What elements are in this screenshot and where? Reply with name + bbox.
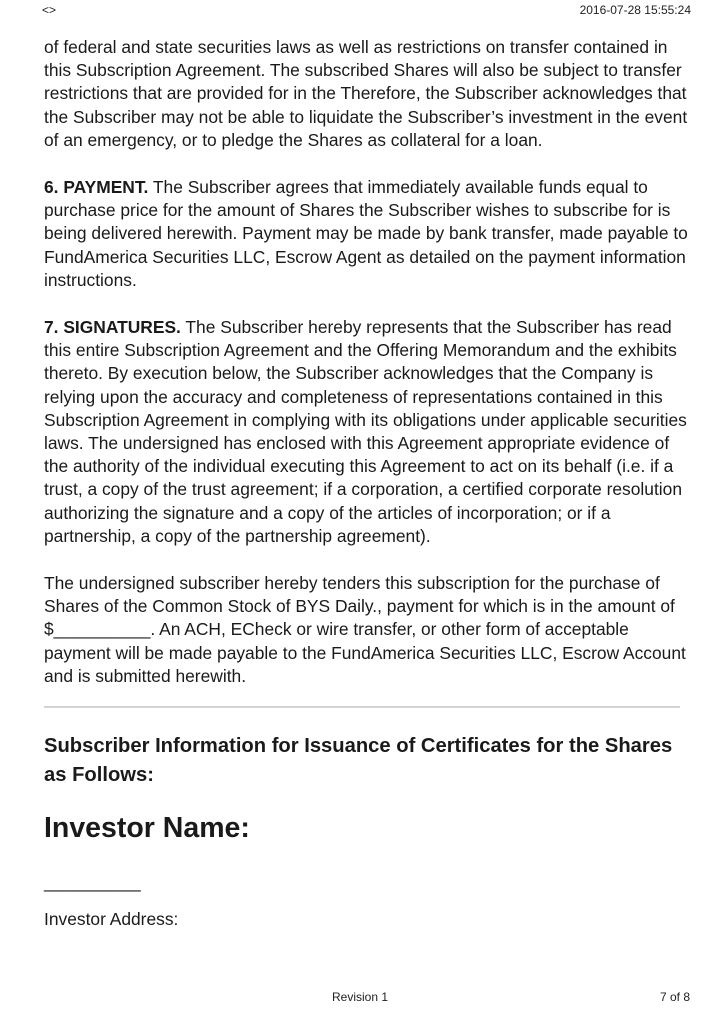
payment-heading: 6. PAYMENT. [44, 177, 149, 198]
paragraph-signatures [44, 316, 688, 548]
header-left-marker: <> [42, 3, 57, 17]
paragraph-payment [44, 176, 688, 292]
footer-page-number: 7 of 8 [659, 990, 690, 1004]
subscriber-info-heading: Subscriber Information for Issuance of Certificates for the Shares as Follows: [44, 735, 673, 786]
investor-name-blank: __________ [44, 872, 141, 893]
investor-address-label: Investor Address: [44, 909, 179, 930]
footer-revision: Revision 1 [332, 990, 389, 1004]
payment-text: The Subscriber agrees that immediately available funds equal to purchase price for the amount of Shares the Subscriber wishes to subscribe for is being delivered herewith. Payment may be made by bank transfer, made payable to FundAmerica Securities LLC, Escrow Agent as detailed on the payment information instructions. [44, 177, 688, 290]
paragraph-tender: The undersigned subscriber hereby tenders this subscription for the purchase of Shares of the Common Stock of BYS Daily., payment for which is in the amount of $__________. An ACH, ECheck or wire transfer, or other form of acceptable payment will be made payable to the FundAmerica Securities LLC, Escrow Account and is submitted herewith. [44, 573, 686, 686]
header-timestamp: 2016-07-28 15:55:24 [579, 3, 691, 17]
signatures-heading: 7. SIGNATURES. [44, 317, 181, 338]
horizontal-divider [44, 706, 680, 708]
signatures-text: The Subscriber hereby represents that the Subscriber has read this entire Subscription Agreement and the Offering Memorandum and the exhibits thereto. By execution below, the Subscriber acknowledges that the Company is relying upon the accuracy and completeness of representations contained in this Subscription Agreement in complying with its obligations under applicable securities laws. The undersigned has enclosed with this Agreement appropriate evidence of the authority of the individual executing this Agreement to act on its behalf (i.e. if a trust, a copy of the trust agreement; if a corporation, a certified corporate resolution authorizing the signature and a copy of the articles of incorporation; or if a partnership, a copy of the partnership agreement). [44, 317, 687, 546]
document-body [44, 36, 688, 931]
investor-name-label: Investor Name: [44, 812, 250, 845]
paragraph-transfer-restrictions: of federal and state securities laws as well as restrictions on transfer contained in this Subscription Agreement. The subscribed Shares will also be subject to transfer restrictions that are provided for in the Therefore, the Subscriber acknowledges that the Subscriber may not be able to liquidate the Subscriber’s investment in the event of an emergency, or to pledge the Shares as collateral for a loan. [44, 37, 688, 150]
